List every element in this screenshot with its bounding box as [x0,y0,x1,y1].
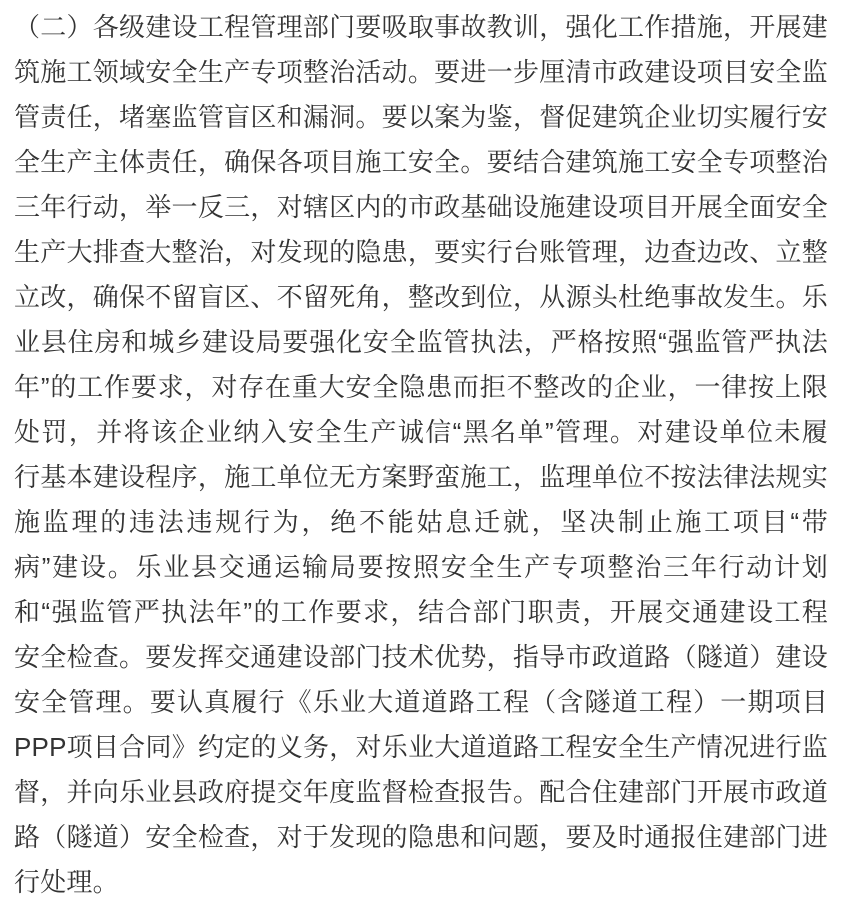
text-line: 立改，确保不留盲区、不留死角，整改到位，从源头杜绝事故发生。乐 [14,282,828,312]
text-line: （二）各级建设工程管理部门要吸取事故教训，强化工作措施，开展建 [14,12,828,42]
text-line: 施监理的违法违规行为，绝不能姑息迁就，坚决制止施工项目“带 [14,507,828,537]
paragraph [14,5,828,905]
text-line: 行处理。 [14,867,119,897]
text-line: 安全管理。要认真履行《乐业大道道路工程（含隧道工程）一期项目 [14,687,828,717]
text-line: 和“强监管严执法年”的工作要求，结合部门职责，开展交通建设工程 [14,597,828,627]
text-line: 筑施工领域安全生产专项整治活动。要进一步厘清市政建设项目安全监 [14,57,828,87]
text-line: 全生产主体责任，确保各项目施工安全。要结合建筑施工安全专项整治 [14,147,828,177]
text-line: 行基本建设程序，施工单位无方案野蛮施工，监理单位不按法律法规实 [14,462,828,492]
text-line: 督，并向乐业县政府提交年度监督检查报告。配合住建部门开展市政道 [14,777,828,807]
text-line: 管责任，堵塞监管盲区和漏洞。要以案为鉴，督促建筑企业切实履行安 [14,102,828,132]
text-line: 安全检查。要发挥交通建设部门技术优势，指导市政道路（隧道）建设 [14,642,828,672]
text-line: PPP项目合同》约定的义务，对乐业大道道路工程安全生产情况进行监 [14,732,828,762]
text-line: 路（隧道）安全检查，对于发现的隐患和问题，要及时通报住建部门进 [14,822,828,852]
text-line: 年”的工作要求，对存在重大安全隐患而拒不整改的企业，一律按上限 [14,372,828,402]
text-line: 生产大排查大整治，对发现的隐患，要实行台账管理，边查边改、立整 [14,237,828,267]
text-line: 病”建设。乐业县交通运输局要按照安全生产专项整治三年行动计划 [14,552,828,582]
text-line: 处罚，并将该企业纳入安全生产诚信“黑名单”管理。对建设单位未履 [14,417,828,447]
text-line: 三年行动，举一反三，对辖区内的市政基础设施建设项目开展全面安全 [14,192,828,222]
text-line: 业县住房和城乡建设局要强化安全监管执法，严格按照“强监管严执法 [14,327,828,357]
